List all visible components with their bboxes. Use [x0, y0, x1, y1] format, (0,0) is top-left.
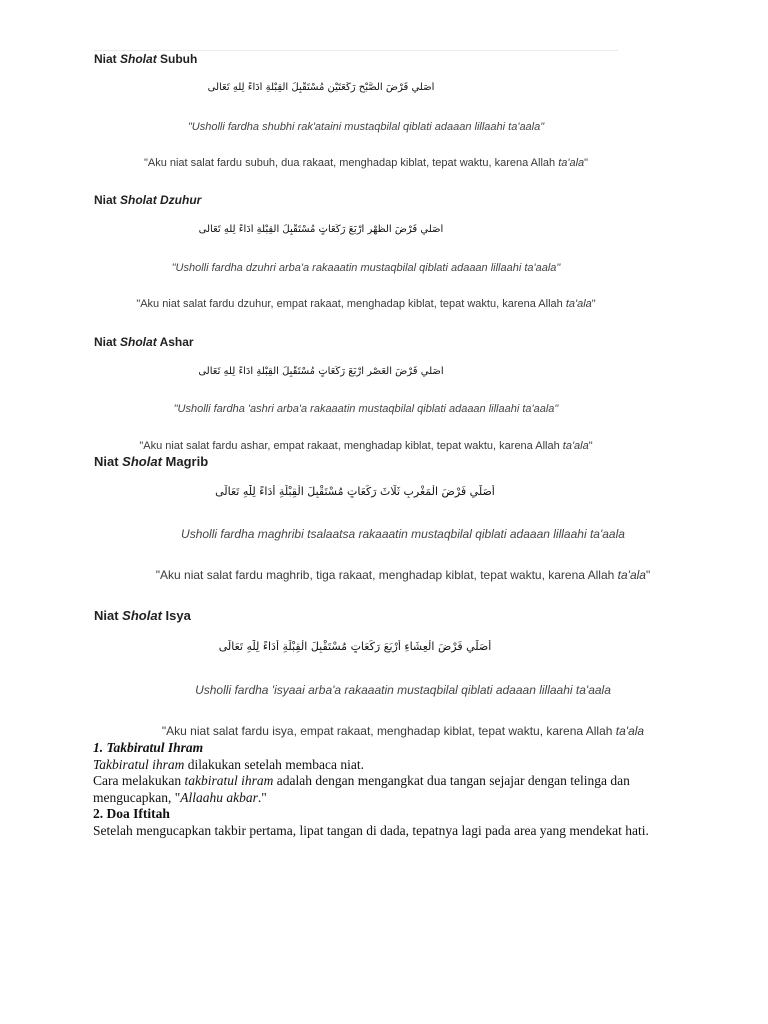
latin-transliteration: "Usholli fardha shubhi rak'ataini mustaqbilal qiblati adaaan lillaahi ta'aala" [187, 121, 545, 133]
top-divider [94, 50, 618, 51]
takbiratul-ihram-paragraph-1: Takbiratul ihram dilakukan setelah membaca niat. [93, 756, 364, 772]
latin-transliteration: Usholli fardha maghribi tsalaatsa rakaaatin mustaqbilal qiblati adaaan lillaahi ta'aala [181, 527, 625, 541]
meaning-text: "Aku niat salat fardu subuh, dua rakaat, menghadap kiblat, tepat waktu, karena Allah ta'ala" [143, 157, 589, 169]
latin-transliteration: "Usholli fardha dzuhri arba'a rakaaatin mustaqbilal qiblati adaaan lillaahi ta'aala" [171, 262, 561, 274]
meaning-text: "Aku niat salat fardu dzuhur, empat rakaat, menghadap kiblat, tepat waktu, karena Allah ta'ala" [136, 298, 596, 310]
latin-transliteration: Usholli fardha 'isyaai arba'a rakaaatin mustaqbilal qiblati adaaan lillaahi ta'aala [195, 683, 611, 697]
body-text [93, 740, 653, 839]
doa-iftitah-title: 2. Doa Iftitah [93, 806, 170, 821]
section-heading: Niat Sholat Magrib [94, 454, 209, 469]
takbiratul-ihram-title: 1. Takbiratul Ihram [93, 740, 204, 755]
doa-iftitah-paragraph: Setelah mengucapkan takbir pertama, lipat tangan di dada, tepatnya lagi pada area yang mendekat hati. [93, 822, 649, 838]
section-heading: Niat Sholat Subuh [94, 52, 198, 66]
arabic-text: أُصَلِّي فَرْضَ الصُّبْحِ رَكْعَتَيْنِ مُسْتَقْبِلَ الْقِبْلَةِ أَدَاءً لِلّٰهِ تَعَالَى [207, 82, 435, 93]
latin-transliteration: "Usholli fardha 'ashri arba'a rakaaatin mustaqbilal qiblati adaaan lillaahi ta'aala" [173, 403, 559, 415]
takbiratul-ihram-paragraph-2: Cara melakukan takbiratul ihram adalah dengan mengangkat dua tangan sejajar dengan telinga dan mengucapkan, "Allaahu akbar." [93, 773, 630, 805]
section-heading: Niat Sholat Ashar [94, 335, 194, 349]
meaning-text: "Aku niat salat fardu maghrib, tiga rakaat, menghadap kiblat, tepat waktu, karena Allah ta'ala" [155, 568, 651, 582]
arabic-text: أُصَلِّي فَرْضَ الْمَغْرِبِ ثَلَاثَ رَكَعَاتٍ مُسْتَقْبِلَ الْقِبْلَةِ أَدَاءً لِلّٰهِ تَعَالَى [215, 485, 495, 498]
section-heading: Niat Sholat Dzuhur [94, 193, 202, 207]
arabic-text: أُصَلِّي فَرْضَ الْعِشَاءِ أَرْبَعَ رَكَعَاتٍ مُسْتَقْبِلَ الْقِبْلَةِ أَدَاءً لِلّٰهِ تَعَالَى [218, 640, 492, 653]
meaning-text: "Aku niat salat fardu ashar, empat rakaat, menghadap kiblat, tepat waktu, karena Allah ta'ala" [139, 440, 593, 452]
section-heading: Niat Sholat Isya [94, 608, 191, 623]
arabic-text: أُصَلِّي فَرْضَ الظُّهْرِ أَرْبَعَ رَكَعَاتٍ مُسْتَقْبِلَ الْقِبْلَةِ أَدَاءً لِلّٰهِ تَعَالَى [198, 224, 444, 235]
arabic-text: أُصَلِّي فَرْضَ الْعَصْرِ أَرْبَعَ رَكَعَاتٍ مُسْتَقْبِلَ الْقِبْلَةِ أَدَاءً لِلّٰهِ تَعَالَى [198, 366, 444, 377]
meaning-text: "Aku niat salat fardu isya, empat rakaat, menghadap kiblat, tepat waktu, karena Allah ta'ala [161, 724, 645, 738]
